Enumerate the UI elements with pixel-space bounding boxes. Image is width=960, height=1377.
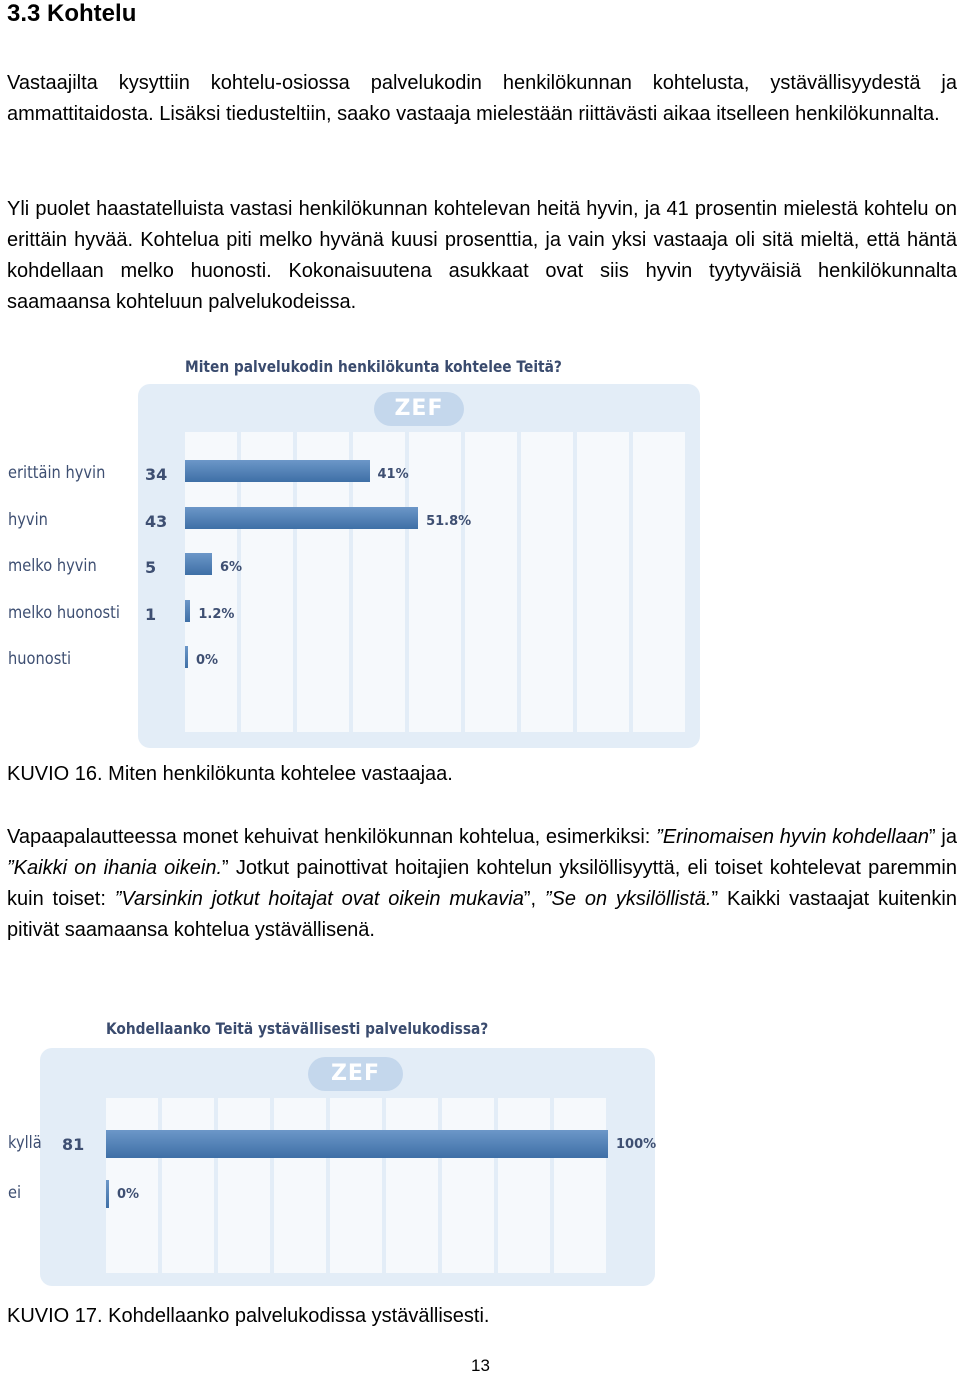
category-label: hyvin <box>8 509 48 530</box>
percent-label: 0% <box>117 1187 140 1202</box>
feedback-text-5: ” Kaikki vastaajat kuitenkin pitivät saamaansa kohtelua ystävällisenä. <box>7 888 957 941</box>
count-label: 34 <box>145 465 168 484</box>
paragraph-summary: Yli puolet haastatelluista vastasi henkilökunnan kohtelevan heitä hyvin, ja 41 prosentin mielestä kohtelu on erittäin hyvää. Kohtelua piti melko hyvänä kuusi prosenttia, ja vain yksi vastaaja oli sitä mieltä, että häntä kohdellaan melko huonosti. Kokonaisuutena asukkaat ovat siis hyvin tyytyväisiä henkilökunnalta saamaansa kohteluun palvelukodeissa. <box>7 198 957 313</box>
zef-badge: ZEF <box>308 1057 403 1091</box>
grid-column <box>498 1098 550 1273</box>
grid-column <box>274 1098 326 1273</box>
category-label: kyllä <box>8 1133 42 1153</box>
feedback-text-3: ” Jotkut painottivat hoitajien kohtelun yksilöllisyyttä, eli toiset kohtelevat paremmin kuin toiset: <box>7 857 957 910</box>
grid-column <box>577 432 629 732</box>
category-label: huonosti <box>8 649 72 669</box>
page-number: 13 <box>471 1356 490 1375</box>
zef-badge: ZEF <box>374 392 464 426</box>
count-label: 43 <box>145 511 168 531</box>
grid-column <box>521 432 573 732</box>
quote-4: ”Se on yksilöllistä. <box>544 888 712 910</box>
feedback-text-1: Vapaapalautteessa monet kehuivat henkilökunnan kohtelua, esimerkiksi: <box>7 826 657 848</box>
grid-column <box>554 1098 606 1273</box>
grid-column <box>409 432 461 732</box>
feedback-text-2: ” ja <box>928 826 957 848</box>
count-label: 5 <box>145 558 157 577</box>
bar <box>185 600 190 622</box>
grid-column <box>106 1098 158 1273</box>
bar <box>106 1130 608 1158</box>
quote-3: ”Varsinkin jotkut hoitajat ovat oikein mukavia <box>114 888 524 910</box>
bar <box>185 553 212 575</box>
percent-label: 100% <box>616 1137 657 1152</box>
bar <box>106 1180 109 1208</box>
count-label: 81 <box>62 1135 85 1154</box>
paragraph-intro: Vastaajilta kysyttiin kohtelu-osiossa palvelukodin henkilökunnan kohtelusta, ystävällisyydestä ja ammattitaidosta. Lisäksi tiedusteltiin, saako vastaaja mielestään riittävästi aikaa itselleen henkilökunnalta. <box>7 72 957 125</box>
quote-2: ”Kaikki on ihania oikein. <box>7 857 222 879</box>
figure-17-caption: KUVIO 17. Kohdellaanko palvelukodissa ystävällisesti. <box>7 1305 490 1327</box>
bar <box>185 507 418 529</box>
chart-title: Kohdellaanko Teitä ystävällisesti palvelukodissa? <box>106 1019 489 1038</box>
category-label: ei <box>8 1183 22 1203</box>
count-label: 1 <box>145 604 157 624</box>
figure-16-caption: KUVIO 16. Miten henkilökunta kohtelee vastaajaa. <box>7 763 453 785</box>
grid-column <box>386 1098 438 1273</box>
category-label: erittäin hyvin <box>8 463 106 483</box>
section-heading: 3.3 Kohtelu <box>7 0 137 27</box>
percent-label: 0% <box>196 653 219 668</box>
grid-column <box>442 1098 494 1273</box>
bar <box>185 460 370 482</box>
percent-label: 41% <box>377 467 409 482</box>
chart-title: Miten palvelukodin henkilökunta kohtelee Teitä? <box>185 357 562 376</box>
grid-column <box>218 1098 270 1273</box>
paragraph-feedback <box>7 822 957 946</box>
grid-column <box>330 1098 382 1273</box>
grid-column <box>465 432 517 732</box>
percent-label: 1.2% <box>198 606 235 622</box>
grid-column <box>633 432 685 732</box>
category-label: melko hyvin <box>8 556 97 576</box>
category-label: melko huonosti <box>8 602 120 623</box>
quote-1: ”Erinomaisen hyvin kohdellaan <box>656 826 929 848</box>
percent-label: 6% <box>220 560 243 575</box>
bar <box>185 646 188 668</box>
grid-column <box>162 1098 214 1273</box>
percent-label: 51.8% <box>426 513 472 529</box>
feedback-text-4: ”, <box>523 888 545 910</box>
